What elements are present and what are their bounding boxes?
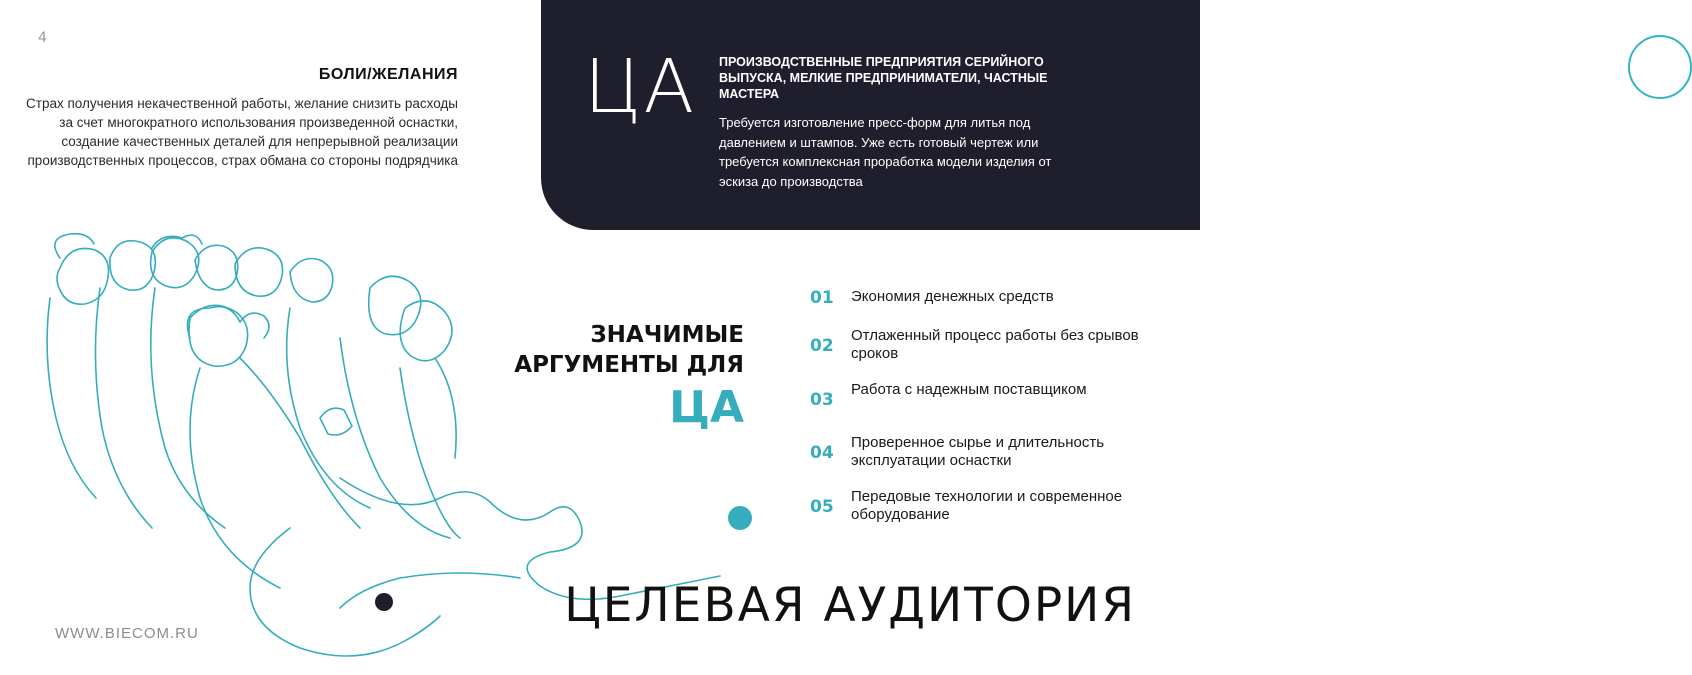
body-outline: [435, 358, 456, 458]
body-outline: [47, 298, 96, 498]
head-outline: [57, 248, 109, 304]
cord-line: [340, 573, 520, 608]
logo-sub-text: BIECOM: [1646, 75, 1674, 81]
audience-title: ПРОИЗВОДСТВЕННЫЕ ПРЕДПРИЯТИЯ СЕРИЙНОГО ВЫПУСКА, МЕЛКИЕ ПРЕДПРИНИМАТЕЛИ, ЧАСТНЫЕ МАСТЕРА: [719, 55, 1048, 101]
slide-title: ЦЕЛЕВАЯ АУДИТОРИЯ: [564, 578, 1136, 633]
hair-squiggle: [152, 235, 202, 248]
website-url: WWW.BIECOM.RU: [55, 625, 199, 642]
head-outline: [235, 248, 283, 296]
item-number: 03: [810, 390, 834, 410]
body-outline: [95, 288, 152, 528]
body-outline: [340, 338, 450, 538]
audience-description: Требуется изготовление пресс-форм для литья под давлением и штампов. Уже есть готовый чертеж или требуется комплексная проработка модели изделия от эскиза до производства: [719, 115, 1052, 189]
item-number: 02: [810, 336, 834, 356]
hand-phone: [320, 408, 352, 435]
page-number: 4: [38, 30, 47, 46]
cord-line: [250, 528, 440, 656]
pains-block: [18, 66, 458, 170]
head-outline: [110, 241, 156, 290]
hair-squiggle: [188, 307, 270, 338]
hair-squiggle: [55, 234, 94, 258]
head-outline: [400, 301, 452, 361]
biecom-logo: [1628, 35, 1692, 99]
audience-panel: [541, 0, 1677, 230]
head-outline: [189, 305, 248, 366]
item-text: Отлаженный процесс работы без срывов сроков: [851, 327, 1139, 362]
item-text: Работа с надежным поставщиком: [851, 381, 1087, 398]
cord-end-dot-teal: [728, 506, 752, 530]
arguments-highlight: ЦА: [669, 382, 744, 433]
item-number: 05: [810, 497, 834, 517]
pains-heading: БОЛИ/ЖЕЛАНИЯ: [318, 66, 458, 83]
audience-abbr: ЦА: [584, 44, 697, 130]
item-text: Передовые технологии и современное оборудование: [851, 488, 1123, 523]
pains-text: Страх получения некачественной работы, желание снизить расходы за счет многократного использования произведенной оснастки, создание качественных деталей для непрерывной реализации производственных процессов, страх обмана со стороны подрядчика: [26, 96, 458, 168]
cord-end-dot-dark: [375, 593, 393, 611]
logo-main-text: BIE: [1643, 51, 1677, 75]
item-number: 04: [810, 443, 834, 463]
head-outline: [290, 259, 333, 303]
body-outline: [240, 358, 360, 528]
body-outline: [287, 308, 370, 508]
item-text: Проверенное сырье и длительность эксплуатации оснастки: [851, 434, 1105, 469]
body-outline: [190, 368, 280, 588]
item-number: 01: [810, 288, 834, 308]
head-outline: [195, 245, 238, 290]
arguments-heading: ЗНАЧИМЫЕ АРГУМЕНТЫ ДЛЯ: [514, 322, 744, 378]
head-outline: [151, 238, 199, 288]
item-text: Экономия денежных средств: [851, 288, 1054, 305]
head-outline: [369, 276, 421, 334]
